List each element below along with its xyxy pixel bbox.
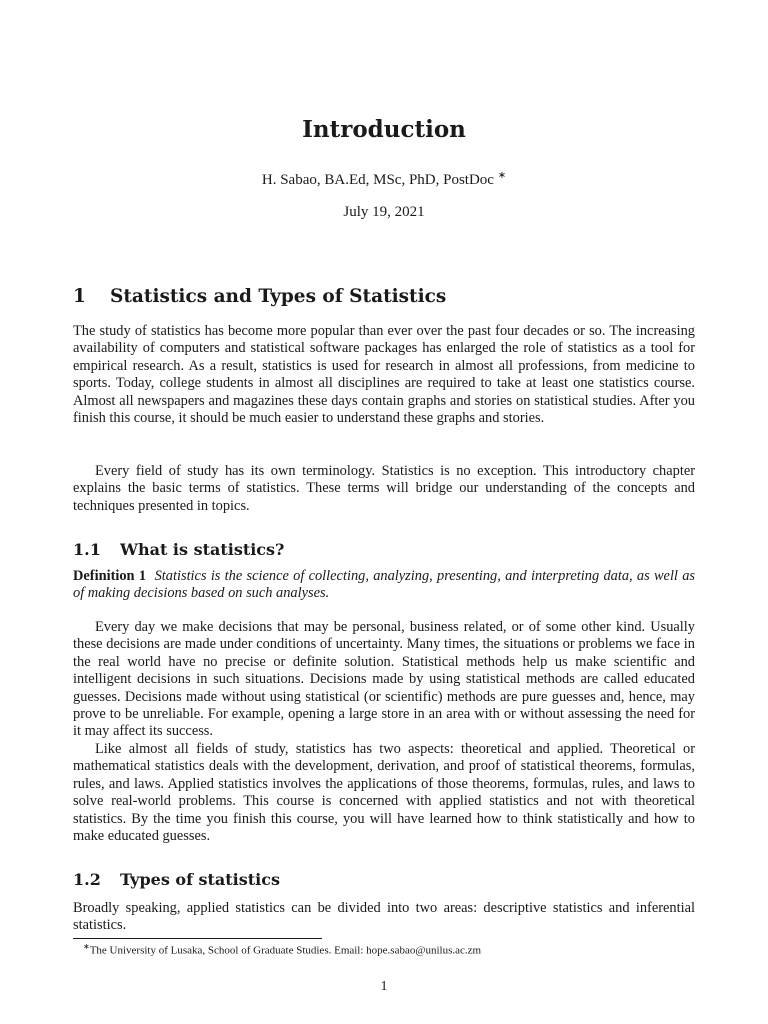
section-paragraph: The study of statistics has become more popular than ever over the past four decades or so. The increasing availability of computers and statistical software packages has enlarged the role of statistics as a tool for empirical research. As a result, statistics is used for research in almost all professions, from medicine to sports. Today, college students in almost all disciplines are required to take at least one statistics course. Almost all newspapers and magazines these days contain graphs and stories on statistical studies. After you finish this course, it should be much easier to understand these graphs and stories. bbox=[73, 323, 695, 427]
subsection-paragraph: Like almost all fields of study, statistics has two aspects: theoretical and applied. Theoretical or mathematical statistics deals with the development, derivation, and proof of statistical theorems, formulas, rules, and laws. Applied statistics involves the applications of those theorems, formulas, rules, and laws to solve real-world problems. This course is concerned with applied statistics and not with theoretical statistics. By the time you finish this course, you will have learned how to think statistically and how to make educated guesses. bbox=[73, 741, 695, 845]
definition-label: Definition 1 bbox=[73, 568, 147, 584]
section-title: Statistics and Types of Statistics bbox=[110, 286, 447, 307]
definition bbox=[73, 568, 695, 603]
footnote bbox=[83, 942, 481, 957]
section-heading bbox=[73, 286, 446, 307]
section-number: 1 bbox=[73, 286, 86, 307]
footnote-mark: ∗ bbox=[83, 942, 90, 951]
page-number: 1 bbox=[380, 979, 388, 994]
author-line bbox=[73, 170, 695, 189]
subsection-paragraph: Broadly speaking, applied statistics can be divided into two areas: descriptive statistics and inferential statistics. bbox=[73, 900, 695, 934]
subsection-heading bbox=[73, 540, 284, 559]
footnote-text: The University of Lusaka, School of Graduate Studies. Email: hope.sabao@unilus.ac.zm bbox=[89, 944, 482, 957]
document-date: July 19, 2021 bbox=[343, 204, 425, 220]
subsection-title: What is statistics? bbox=[120, 540, 285, 559]
author-name: H. Sabao, BA.Ed, MSc, PhD, PostDoc bbox=[261, 172, 494, 188]
subsection-paragraph: Every day we make decisions that may be personal, business related, or of some other kind. Usually these decisions are made under conditions of uncertainty. Many times, the situations or problems we face in the real world have no precise or definite solution. Statistical methods help us make scientific and intelligent decisions in such situations. Decisions made by using statistical methods are called educated guesses. Decisions made without using statistical (or scientific) methods are pure guesses and, hence, may prove to be unreliable. For example, opening a large store in an area with or without assessing the need for it may affect its success. bbox=[73, 619, 695, 740]
subsection-number: 1.1 bbox=[73, 540, 101, 559]
author-footnote-mark[interactable]: ∗ bbox=[497, 170, 507, 181]
section-paragraph: Every field of study has its own terminology. Statistics is no exception. This introductory chapter explains the basic terms of statistics. These terms will bridge our understanding of the concepts and techniques presented in topics. bbox=[73, 463, 695, 514]
definition-text: Statistics is the science of collecting, analyzing, presenting, and interpreting data, as well as of making decisions based on such analyses. bbox=[73, 568, 695, 602]
subsection-number: 1.2 bbox=[73, 870, 101, 889]
document-title: Introduction bbox=[302, 116, 466, 143]
subsection-heading bbox=[73, 870, 280, 889]
footnote-divider bbox=[73, 938, 322, 939]
subsection-title: Types of statistics bbox=[120, 870, 280, 889]
